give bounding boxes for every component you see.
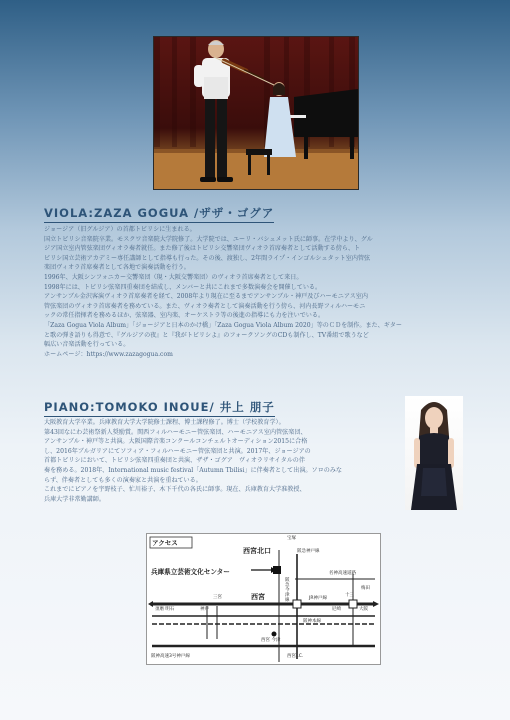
- viola-line: 1996年、大阪シンフォニカー交響楽団（現・大阪交響楽団）のヴィオラ首席奏者として来日。: [44, 273, 303, 281]
- piano-line: し、2016年ブルガリアにてソフィア・フィルハーモニー管弦楽団と共演。2017年、ジョージアの: [44, 447, 311, 455]
- viola-line: ジア国立室内管弦楽団ヴィオラ奏者就任。また修了後はトビリシ交響楽団ヴィオラ首席奏者として活動する傍ら、ト: [44, 245, 361, 253]
- piano-line: 第43回なにわ芸術祭新人奨励賞。関西フィルハーモニー管弦楽団、ハーモニアス室内管弦楽団、: [44, 428, 307, 436]
- map-label-nishinomiya: 西宮: [251, 593, 265, 601]
- viola-line: と歌の弾き語りも得意で、『グルジアの夜』と『我がトビリシよ』のフォークソングのCDも制作し、TV番組で歌うなど: [44, 331, 369, 339]
- viola-line: ックの常任指揮者を務めるほか、弦楽器、室内楽、オーケストラ等の後進の指導にも力を注いでいる。: [44, 312, 325, 320]
- map-label-hankyu-imazu: 阪急今津線: [285, 578, 290, 603]
- viola-line: 管弦楽団のヴィオラ首席奏者を務めている。また、ヴィオラ奏者として演奏活動を行う傍ら、河内長野フィルハーモニ: [44, 302, 366, 310]
- map-label-hanshin: 阪神本線: [303, 619, 321, 624]
- map-label-sannomiya: 三宮: [213, 595, 222, 600]
- map-label-amagasaki: 尼崎: [332, 607, 341, 612]
- pianist-illustration: [405, 396, 463, 510]
- map-label-meishin: 名神高速道路: [329, 571, 356, 576]
- pianist-portrait: [405, 396, 463, 510]
- map-label-nishinomiya-ic: 西宮I.C.: [287, 654, 304, 659]
- homepage-link[interactable]: ホームページ：https://www.zazagogua.com: [44, 350, 173, 358]
- map-label-hanshin-expressway: 阪神高速3号神戸線: [151, 654, 190, 659]
- piano-line: 首都トビリシにおいて、トビリシ弦楽四重奏団と共演、ザザ・ゴグア ヴィオラリサイタルの伴: [44, 457, 305, 465]
- viola-line: 幅広い音楽活動を行っている。: [44, 341, 130, 349]
- access-map: [146, 533, 381, 665]
- map-title: アクセス: [152, 539, 178, 547]
- piano-heading: PIANO:TOMOKO INOUE/ 井上 朋子: [44, 399, 275, 417]
- performers-photo: [153, 36, 359, 190]
- piano-biography: [44, 418, 384, 504]
- map-label-kobe: 神戸: [200, 607, 209, 612]
- piano-line: 大阪教育大学卒業。兵庫教育大学大学院修士課程、博士課程修了。博士（学校教育学）。: [44, 419, 285, 426]
- map-label-suma-akashi: 須磨 明石: [155, 607, 175, 612]
- viola-biography: [44, 225, 464, 359]
- map-label-nishinomiya-kitaguchi: 西宮北口: [243, 547, 271, 555]
- viola-line: 国立トビリシ音楽院卒業。モスクワ音楽院大学院修了。大学院では、ユーリ・バシュメット氏に師事。在学中より、グル: [44, 235, 373, 243]
- piano-line: アンサンブル・神戸等と共演。大阪国際音楽コンクールコンチェルトオーディション2015に合格: [44, 438, 308, 446]
- stage-illustration: [154, 37, 358, 189]
- viola-line: アンサンブル金沢客演ヴィオラ首席奏者を経て、2008年より現在に至るまでアンサンブル・神戸及びハーモニアス室内: [44, 293, 368, 301]
- map-label-nishinomiya-imazu: 西宮 今津: [261, 638, 281, 643]
- viola-heading: VIOLA:ZAZA GOGUA /ザザ・ゴグア: [44, 205, 274, 223]
- map-label-takarazuka: 宝塚: [287, 536, 296, 541]
- map-label-venue: 兵庫県立芸術文化センター: [151, 568, 230, 576]
- viola-line: ビリシ国立芸術アカデミー専任講師として指導も行った。その後、渡独し、2年間ライプ・インゴルシュタット室内管弦: [44, 254, 371, 262]
- viola-line: 楽団ヴィオラ首席奏者として各地で演奏活動を行う。: [44, 264, 190, 272]
- map-label-umeda: 梅田: [361, 586, 370, 591]
- piano-line: これまでにピアノを宇野枝子、忙川裕子、木下千代の各氏に師事。現在、兵庫教育大学准教授、: [44, 486, 306, 494]
- map-label-juso: 十三: [345, 593, 354, 598]
- piano-line: らず、伴奏者としても多くの演奏家と共演を重ねている。: [44, 476, 202, 484]
- piano-line: 兵庫大学非常勤講師。: [44, 495, 105, 503]
- map-label-osaka: 大阪: [359, 607, 368, 612]
- viola-line: ジョージア（旧グルジア）の首都トビリシに生まれる。: [44, 226, 196, 233]
- map-label-jr-kobe: JR神戸線: [309, 596, 327, 601]
- piano-line: 奏を務める。2018年、International music festival「Autumn Tbilisi」に伴奏者として出演。ソロのみな: [44, 466, 342, 474]
- map-label-hankyu-kobe: 阪急神戸線: [297, 549, 320, 554]
- viola-line: 1998年には、トビリシ弦楽四重奏団を結成し、メンバーと共にこれまで多数演奏会を開催している。: [44, 283, 322, 291]
- viola-line: 「Zaza Gogua Viola Album」「ジョージアと日本のかけ橋」「Zaza Gogua Viola Album 2020」等のＣＤを制作。また、ギター: [44, 321, 402, 329]
